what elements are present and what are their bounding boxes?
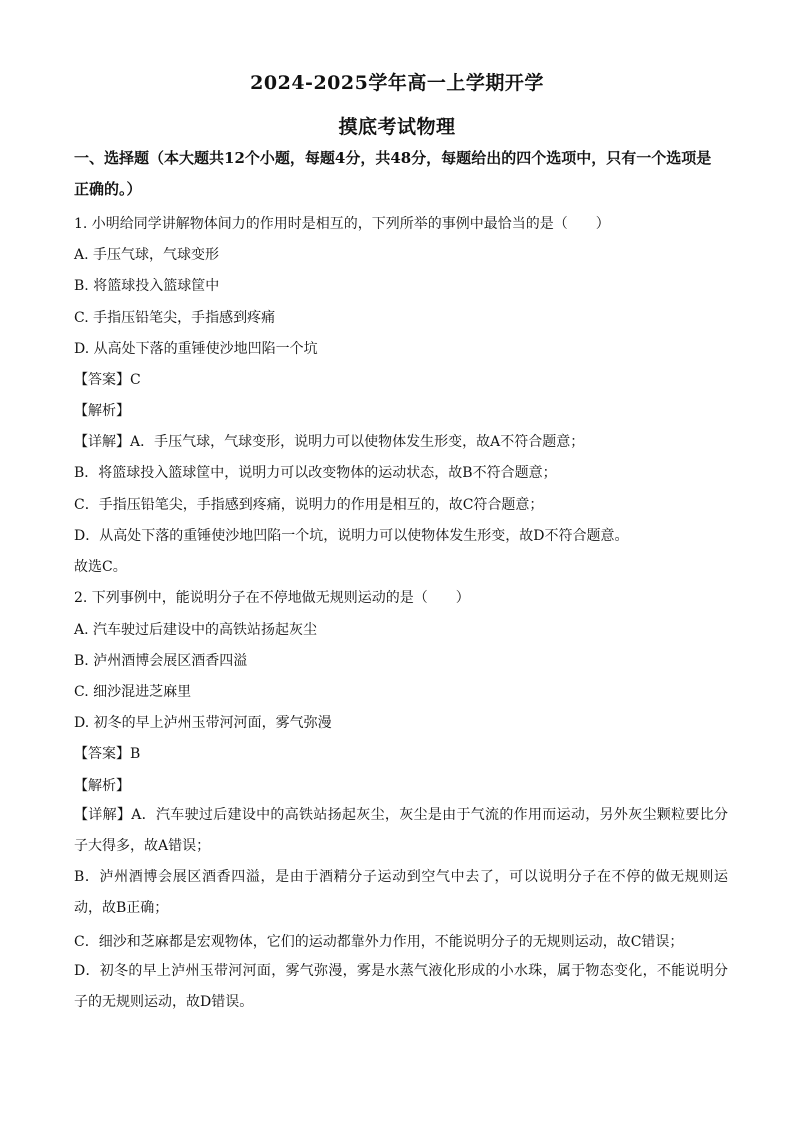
question-2-option-c: C. 细沙混进芝麻里: [74, 684, 192, 700]
question-2-detail-a: 【详解】A．汽车驶过后建设中的高铁站扬起灰尘，灰尘是由于气流的作用而运动，另外灰尘颗粒要比分子大得多，故A错误；: [74, 807, 728, 854]
question-2-option-a: A. 汽车驶过后建设中的高铁站扬起灰尘: [74, 622, 318, 638]
question-2-detail-b: B．泸州酒博会展区酒香四溢，是由于酒精分子运动到空气中去了，可以说明分子在不停的做无规则运动，故B正确；: [74, 869, 728, 916]
question-1-analysis-label: 【解析】: [74, 403, 130, 419]
section-heading: 一、选择题（本大题共12个小题，每题4分，共48分，每题给出的四个选项中，只有一个选项是正确的。）: [74, 149, 712, 198]
question-1-option-d: D. 从高处下落的重锤使沙地凹陷一个坑: [74, 341, 318, 357]
question-2-analysis-label: 【解析】: [74, 778, 130, 794]
question-2-option-b: B. 泸州酒博会展区酒香四溢: [74, 653, 248, 669]
question-1-option-b: B. 将篮球投入篮球筐中: [74, 278, 220, 294]
title-line-1: 2024-2025学年高一上学期开学: [250, 72, 544, 94]
question-1-conclusion: 故选C。: [74, 559, 127, 575]
question-2-detail-c: C．细沙和芝麻都是宏观物体，它们的运动都靠外力作用，不能说明分子的无规则运动，故C错误；: [74, 934, 684, 950]
title-line-2: 摸底考试物理: [338, 116, 456, 138]
question-1-stem: 1. 小明给同学讲解物体间力的作用时是相互的，下列所举的事例中最恰当的是（ ）: [74, 216, 610, 232]
question-1-detail-b: B．将篮球投入篮球筐中，说明力可以改变物体的运动状态，故B不符合题意；: [74, 465, 557, 481]
question-1-option-a: A. 手压气球，气球变形: [74, 247, 220, 263]
question-1-option-c: C. 手指压铅笔尖，手指感到疼痛: [74, 310, 276, 326]
question-2-option-d: D. 初冬的早上泸州玉带河河面，雾气弥漫: [74, 715, 332, 731]
question-1-detail-c: C．手指压铅笔尖，手指感到疼痛，说明力的作用是相互的，故C符合题意；: [74, 497, 544, 513]
question-2-answer: 【答案】B: [74, 746, 141, 762]
question-1-detail-d: D．从高处下落的重锤使沙地凹陷一个坑，说明力可以使物体发生形变，故D不符合题意。: [74, 528, 629, 544]
question-1-answer: 【答案】C: [74, 372, 141, 388]
question-2-stem: 2. 下列事例中，能说明分子在不停地做无规则运动的是（ ）: [74, 590, 470, 606]
question-1-detail-a: 【详解】A．手压气球，气球变形，说明力可以使物体发生形变，故A不符合题意；: [74, 434, 585, 450]
question-2-detail-d: D．初冬的早上泸州玉带河河面，雾气弥漫，雾是水蒸气液化形成的小水珠，属于物态变化，不能说明分子的无规则运动，故D错误。: [74, 963, 728, 1010]
